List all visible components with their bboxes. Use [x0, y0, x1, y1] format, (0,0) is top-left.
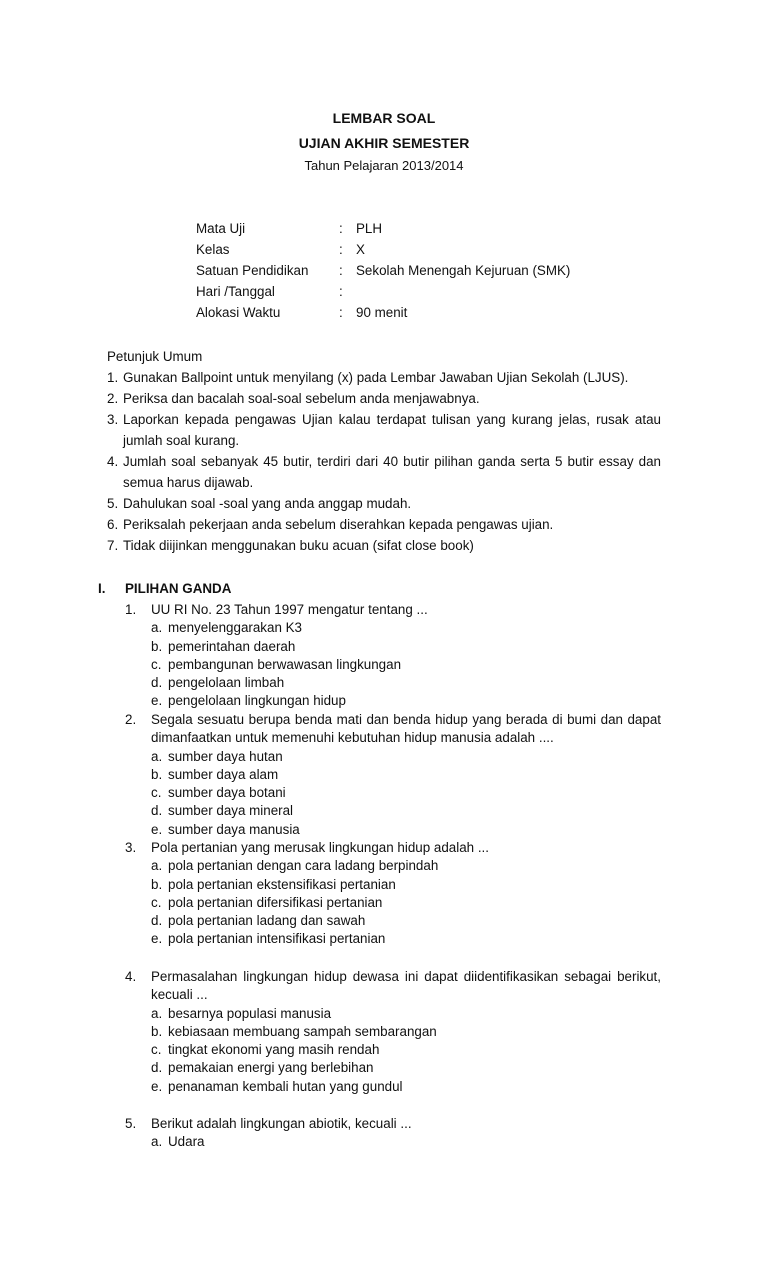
answer-option: [151, 784, 661, 802]
option-letter: d.: [151, 913, 163, 929]
instruction-item: [107, 368, 661, 389]
option-letter: b.: [151, 638, 163, 654]
answer-option: [151, 912, 661, 930]
option-text: pola pertanian ekstensifikasi pertanian: [168, 876, 396, 892]
answer-option: [151, 766, 661, 784]
option-letter: a.: [151, 858, 163, 874]
instruction-text: Periksalah pekerjaan anda sebelum diserahkan kepada pengawas ujian.: [123, 517, 554, 532]
option-letter: b.: [151, 876, 163, 892]
option-text: sumber daya manusia: [168, 821, 300, 837]
answer-option: [151, 1041, 661, 1059]
meta-label: Hari /Tanggal: [196, 284, 275, 299]
option-text: pola pertanian dengan cara ladang berpindah: [168, 858, 439, 874]
option-letter: b.: [151, 1023, 163, 1039]
instruction-item: [107, 389, 661, 410]
meta-value: 90 menit: [356, 305, 408, 320]
section-number: I.: [98, 581, 106, 596]
instruction-item: [107, 452, 661, 493]
option-letter: e.: [151, 693, 163, 709]
option-text: tingkat ekonomi yang masih rendah: [168, 1042, 380, 1058]
question-item: [125, 601, 661, 711]
option-text: penanaman kembali hutan yang gundul: [168, 1078, 403, 1094]
question-number: 3.: [125, 840, 137, 855]
answer-option: [151, 1005, 661, 1023]
instruction-number: 7.: [107, 538, 119, 553]
option-text: pemerintahan daerah: [168, 638, 296, 654]
answer-option: [151, 857, 661, 875]
answer-option: [151, 1133, 661, 1151]
question-text: Permasalahan lingkungan hidup dewasa ini dapat diidentifikasikan sebagai berikut, kecuali ...: [151, 969, 661, 1003]
instruction-text: Tidak diijinkan menggunakan buku acuan (sifat close book): [123, 538, 474, 553]
meta-colon: :: [339, 305, 343, 320]
question-text: UU RI No. 23 Tahun 1997 mengatur tentang ...: [151, 602, 428, 617]
answer-option: [151, 894, 661, 912]
option-letter: a.: [151, 620, 163, 636]
option-letter: c.: [151, 894, 162, 910]
option-letter: a.: [151, 1134, 163, 1150]
option-text: sumber daya botani: [168, 785, 286, 801]
section-title: PILIHAN GANDA: [125, 581, 232, 596]
option-letter: e.: [151, 821, 163, 837]
option-text: menyelenggarakan K3: [168, 620, 302, 636]
answer-option: [151, 1078, 661, 1096]
meta-value: X: [356, 242, 365, 257]
instruction-text: Periksa dan bacalah soal-soal sebelum anda menjawabnya.: [123, 391, 480, 406]
option-text: pola pertanian difersifikasi pertanian: [168, 894, 383, 910]
question-item: [125, 839, 661, 949]
doc-title: LEMBAR SOAL: [332, 110, 436, 126]
meta-label: Alokasi Waktu: [196, 305, 281, 320]
answer-option: [151, 674, 661, 692]
option-text: pengelolaan lingkungan hidup: [168, 693, 346, 709]
option-letter: c.: [151, 656, 162, 672]
option-text: sumber daya alam: [168, 766, 279, 782]
question-item: [125, 968, 661, 1096]
option-letter: e.: [151, 931, 163, 947]
option-letter: d.: [151, 803, 163, 819]
option-letter: e.: [151, 1078, 163, 1094]
option-text: sumber daya mineral: [168, 803, 294, 819]
option-text: pengelolaan limbah: [168, 675, 285, 691]
answer-option: [151, 638, 661, 656]
instruction-text: Gunakan Ballpoint untuk menyilang (x) pada Lembar Jawaban Ujian Sekolah (LJUS).: [123, 370, 629, 385]
option-letter: a.: [151, 1005, 163, 1021]
instruction-number: 6.: [107, 517, 119, 532]
option-letter: b.: [151, 766, 163, 782]
answer-option: [151, 876, 661, 894]
option-text: kebiasaan membuang sampah sembarangan: [168, 1023, 437, 1039]
doc-subtitle: UJIAN AKHIR SEMESTER: [298, 135, 470, 151]
question-number: 5.: [125, 1116, 137, 1131]
meta-colon: :: [339, 221, 343, 236]
answer-option: [151, 930, 661, 948]
instruction-item: [107, 494, 661, 515]
answer-option: [151, 748, 661, 766]
instruction-text: Jumlah soal sebanyak 45 butir, terdiri dari 40 butir pilihan ganda serta 5 butir essay dan semua harus dijawab.: [123, 454, 661, 490]
instruction-item: [107, 410, 661, 451]
instruction-number: 5.: [107, 496, 119, 511]
option-text: pembangunan berwawasan lingkungan: [168, 656, 402, 672]
instruction-text: Dahulukan soal -soal yang anda anggap mudah.: [123, 496, 412, 511]
option-letter: d.: [151, 675, 163, 691]
question-number: 2.: [125, 712, 137, 727]
option-letter: c.: [151, 1042, 162, 1058]
option-text: pola pertanian intensifikasi pertanian: [168, 931, 386, 947]
answer-option: [151, 619, 661, 637]
option-letter: a.: [151, 748, 163, 764]
meta-label: Satuan Pendidikan: [196, 263, 309, 278]
instruction-item: [107, 536, 661, 557]
meta-colon: :: [339, 284, 343, 299]
option-text: pemakaian energi yang berlebihan: [168, 1060, 374, 1076]
answer-option: [151, 656, 661, 674]
question-number: 1.: [125, 602, 137, 617]
answer-option: [151, 821, 661, 839]
option-letter: d.: [151, 1060, 163, 1076]
instruction-text: Laporkan kepada pengawas Ujian kalau terdapat tulisan yang kurang jelas, rusak atau jumlah soal kurang.: [123, 412, 661, 448]
option-text: besarnya populasi manusia: [168, 1005, 332, 1021]
instruction-number: 2.: [107, 391, 119, 406]
meta-value: PLH: [356, 221, 383, 236]
academic-year: Tahun Pelajaran 2013/2014: [304, 158, 464, 173]
answer-option: [151, 1059, 661, 1077]
instruction-number: 3.: [107, 412, 119, 427]
option-text: sumber daya hutan: [168, 748, 283, 764]
question-item: [125, 1115, 661, 1152]
answer-option: [151, 692, 661, 710]
instruction-number: 4.: [107, 454, 119, 469]
instructions-title: Petunjuk Umum: [107, 349, 203, 364]
meta-colon: :: [339, 263, 343, 278]
option-letter: c.: [151, 785, 162, 801]
question-text: Berikut adalah lingkungan abiotik, kecuali ...: [151, 1116, 412, 1131]
meta-value: Sekolah Menengah Kejuruan (SMK): [356, 263, 571, 278]
meta-label: Mata Uji: [196, 221, 246, 236]
question-text: Pola pertanian yang merusak lingkungan hidup adalah ...: [151, 840, 489, 855]
instruction-item: [107, 515, 661, 536]
instruction-number: 1.: [107, 370, 119, 385]
meta-label: Kelas: [196, 242, 230, 257]
meta-colon: :: [339, 242, 343, 257]
question-number: 4.: [125, 969, 137, 984]
question-item: [125, 711, 661, 839]
answer-option: [151, 802, 661, 820]
answer-option: [151, 1023, 661, 1041]
question-text: Segala sesuatu berupa benda mati dan benda hidup yang berada di bumi dan dapat dimanfaatkan untuk memenuhi kebutuhan hidup manusia adalah ....: [151, 712, 661, 746]
option-text: Udara: [168, 1134, 205, 1150]
option-text: pola pertanian ladang dan sawah: [168, 913, 366, 929]
